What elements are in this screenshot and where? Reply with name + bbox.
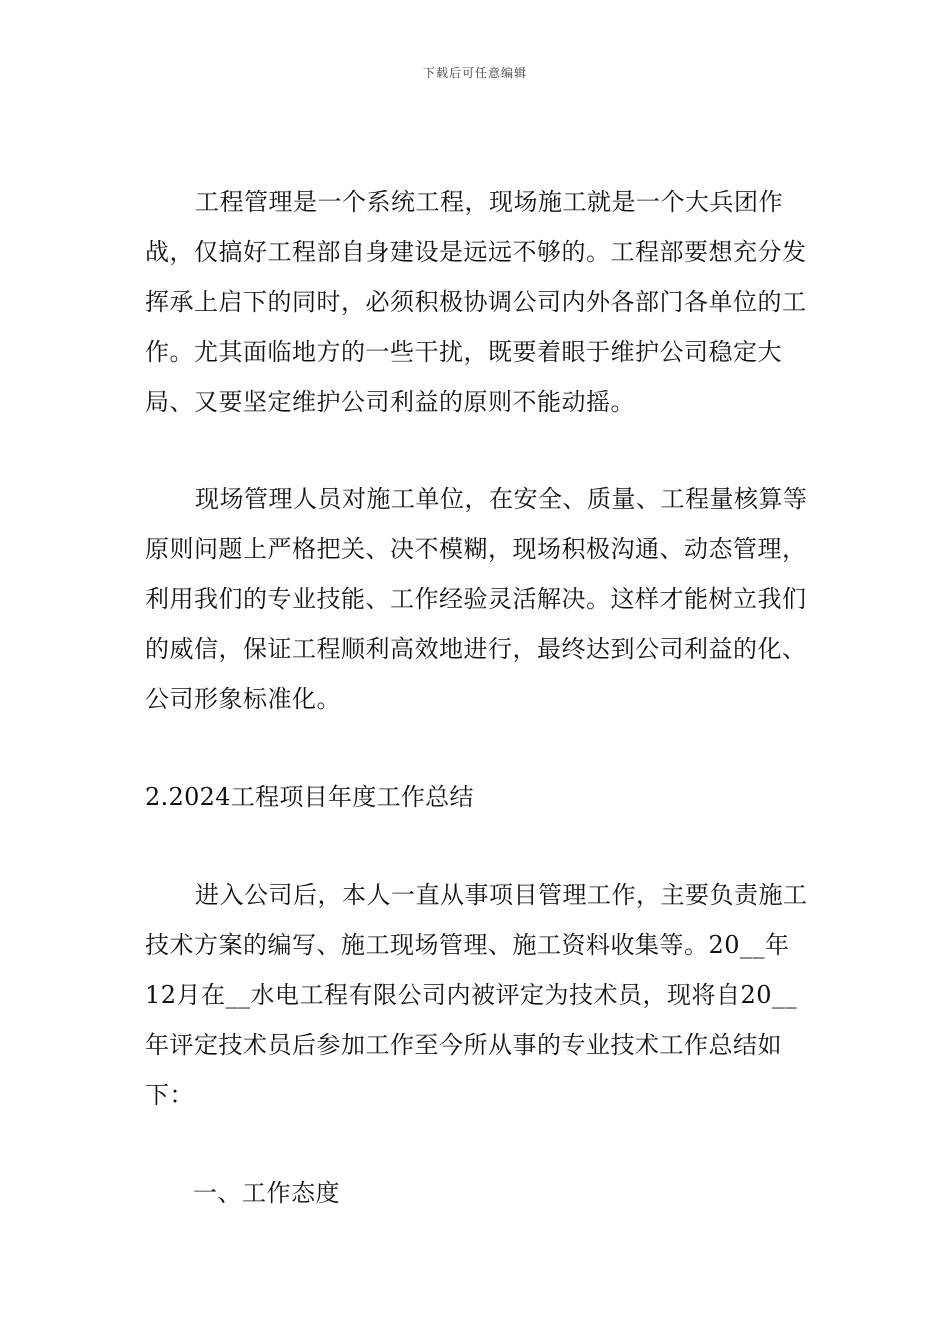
header-note: 下载后可任意编辑 [422,66,527,80]
paragraph-block-2 [145,474,810,724]
paragraph-block-1 [145,177,810,427]
paragraph-site-management: 现场管理人员对施工单位，在安全、质量、工程量核算等原则问题上严格把关、决不模糊，现场积极沟通、动态管理，利用我们的专业技能、工作经验灵活解决。这样才能树立我们的威信，保证工程顺利高效地进行，最终达到公司利益的化、公司形象标准化。 [145,485,808,713]
paragraph-project-management: 工程管理是一个系统工程，现场施工就是一个大兵团作战，仅搞好工程部自身建设是远远不够的。工程部要想充分发挥承上启下的同时，必须积极协调公司内外各部门各单位的工作。尤其面临地方的一些干扰，既要着眼于维护公司稳定大局、又要坚定维护公司利益的原则不能动摇。 [145,188,807,416]
paragraph-block-3 [145,870,810,1120]
paragraph-work-summary: 进入公司后，本人一直从事项目管理工作，主要负责施工技术方案的编写、施工现场管理、施工资料收集等。20__年12月在__水电工程有限公司内被评定为技术员，现将自20__年评定技术员后参加工作至今所从事的专业技术工作总结如下： [145,881,808,1109]
section-heading: 2.2024工程项目年度工作总结 [145,783,474,811]
subheading-work-attitude: 一、工作态度 [193,1179,340,1207]
